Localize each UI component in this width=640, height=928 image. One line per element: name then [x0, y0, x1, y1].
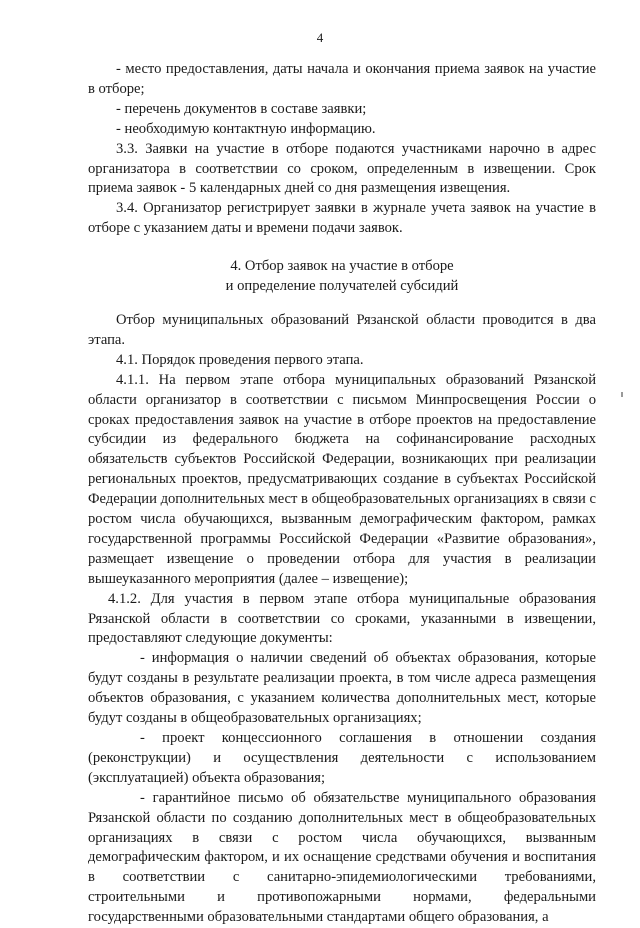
paragraph: - перечень документов в составе заявки; — [116, 100, 367, 117]
paragraph: 3.3. Заявки на участие в отборе подаются участниками нарочно в адрес организатора в соответствии со сроком, определенным в извещении. Срок приема заявок - 5 календарных дней со дня размещения извещения. — [88, 140, 596, 197]
list-item: - проект концессионного соглашения в отношении создания (реконструкции) и осуществления деятельности с использованием (эксплуатацией) объекта образования; — [88, 730, 596, 786]
paragraph: - место предоставления, даты начала и окончания приема заявок на участие в отборе; — [88, 61, 596, 97]
paragraph: - необходимую контактную информацию. — [116, 120, 376, 137]
list-item: - информация о наличии сведений об объектах образования, которые будут созданы в результате реализации проекта, в том числе адреса размещения объектов образования, с указанием количества дополнительных мест, которые будут созданы в общеобразовательных организациях; — [88, 650, 596, 727]
page-number: 4 — [316, 30, 324, 45]
list-item: - гарантийное письмо об обязательстве муниципального образования Рязанской области по созданию дополнительных мест в общеобразовательных организациях в связи с ростом числа обучающихся, вызванным демографическим фактором, и их оснащение средствами обучения и воспитания в соответствии с санитарно-эпидемиологическими требованиями, строительными и противопожарными нормами, федеральными государственными образовательными стандартами общего образования, а — [88, 789, 596, 926]
margin-mark — [621, 392, 623, 397]
paragraph: 4.1.2. Для участия в первом этапе отбора муниципальные образования Рязанской области в соответствии со сроками, указанными в извещении, предоставляют следующие документы: — [88, 590, 596, 647]
paragraph: 4.1.1. На первом этапе отбора муниципальных образований Рязанской области организатор в соответствии с письмом Минпросвещения России о сроках предоставления заявок на участие в отборе проектов на предоставление субсидии из федерального бюджета на софинансирование расходных обязательств субъектов Российской Федерации, возникающих при реализации региональных проектов, предусматривающих создание в субъектах Российской Федерации дополнительных мест в общеобразовательных организациях в связи с ростом числа обучающихся, вызванным демографическим фактором, рамках государственной программы Российской Федерации «Развитие образования», размещает извещение о проведении отбора для участия в реализации вышеуказанного мероприятия (далее – извещение); — [88, 371, 596, 587]
paragraph: 4.1. Порядок проведения первого этапа. — [116, 351, 364, 368]
section-heading-line1: 4. Отбор заявок на участие в отборе — [230, 258, 454, 275]
paragraph: 3.4. Организатор регистрирует заявки в журнале учета заявок на участие в отборе с указанием даты и времени подачи заявок. — [88, 200, 596, 237]
section-heading-line2: и определение получателей субсидий — [225, 278, 459, 295]
document-body — [88, 60, 596, 928]
paragraph: Отбор муниципальных образований Рязанской области проводится в два этапа. — [88, 311, 596, 348]
